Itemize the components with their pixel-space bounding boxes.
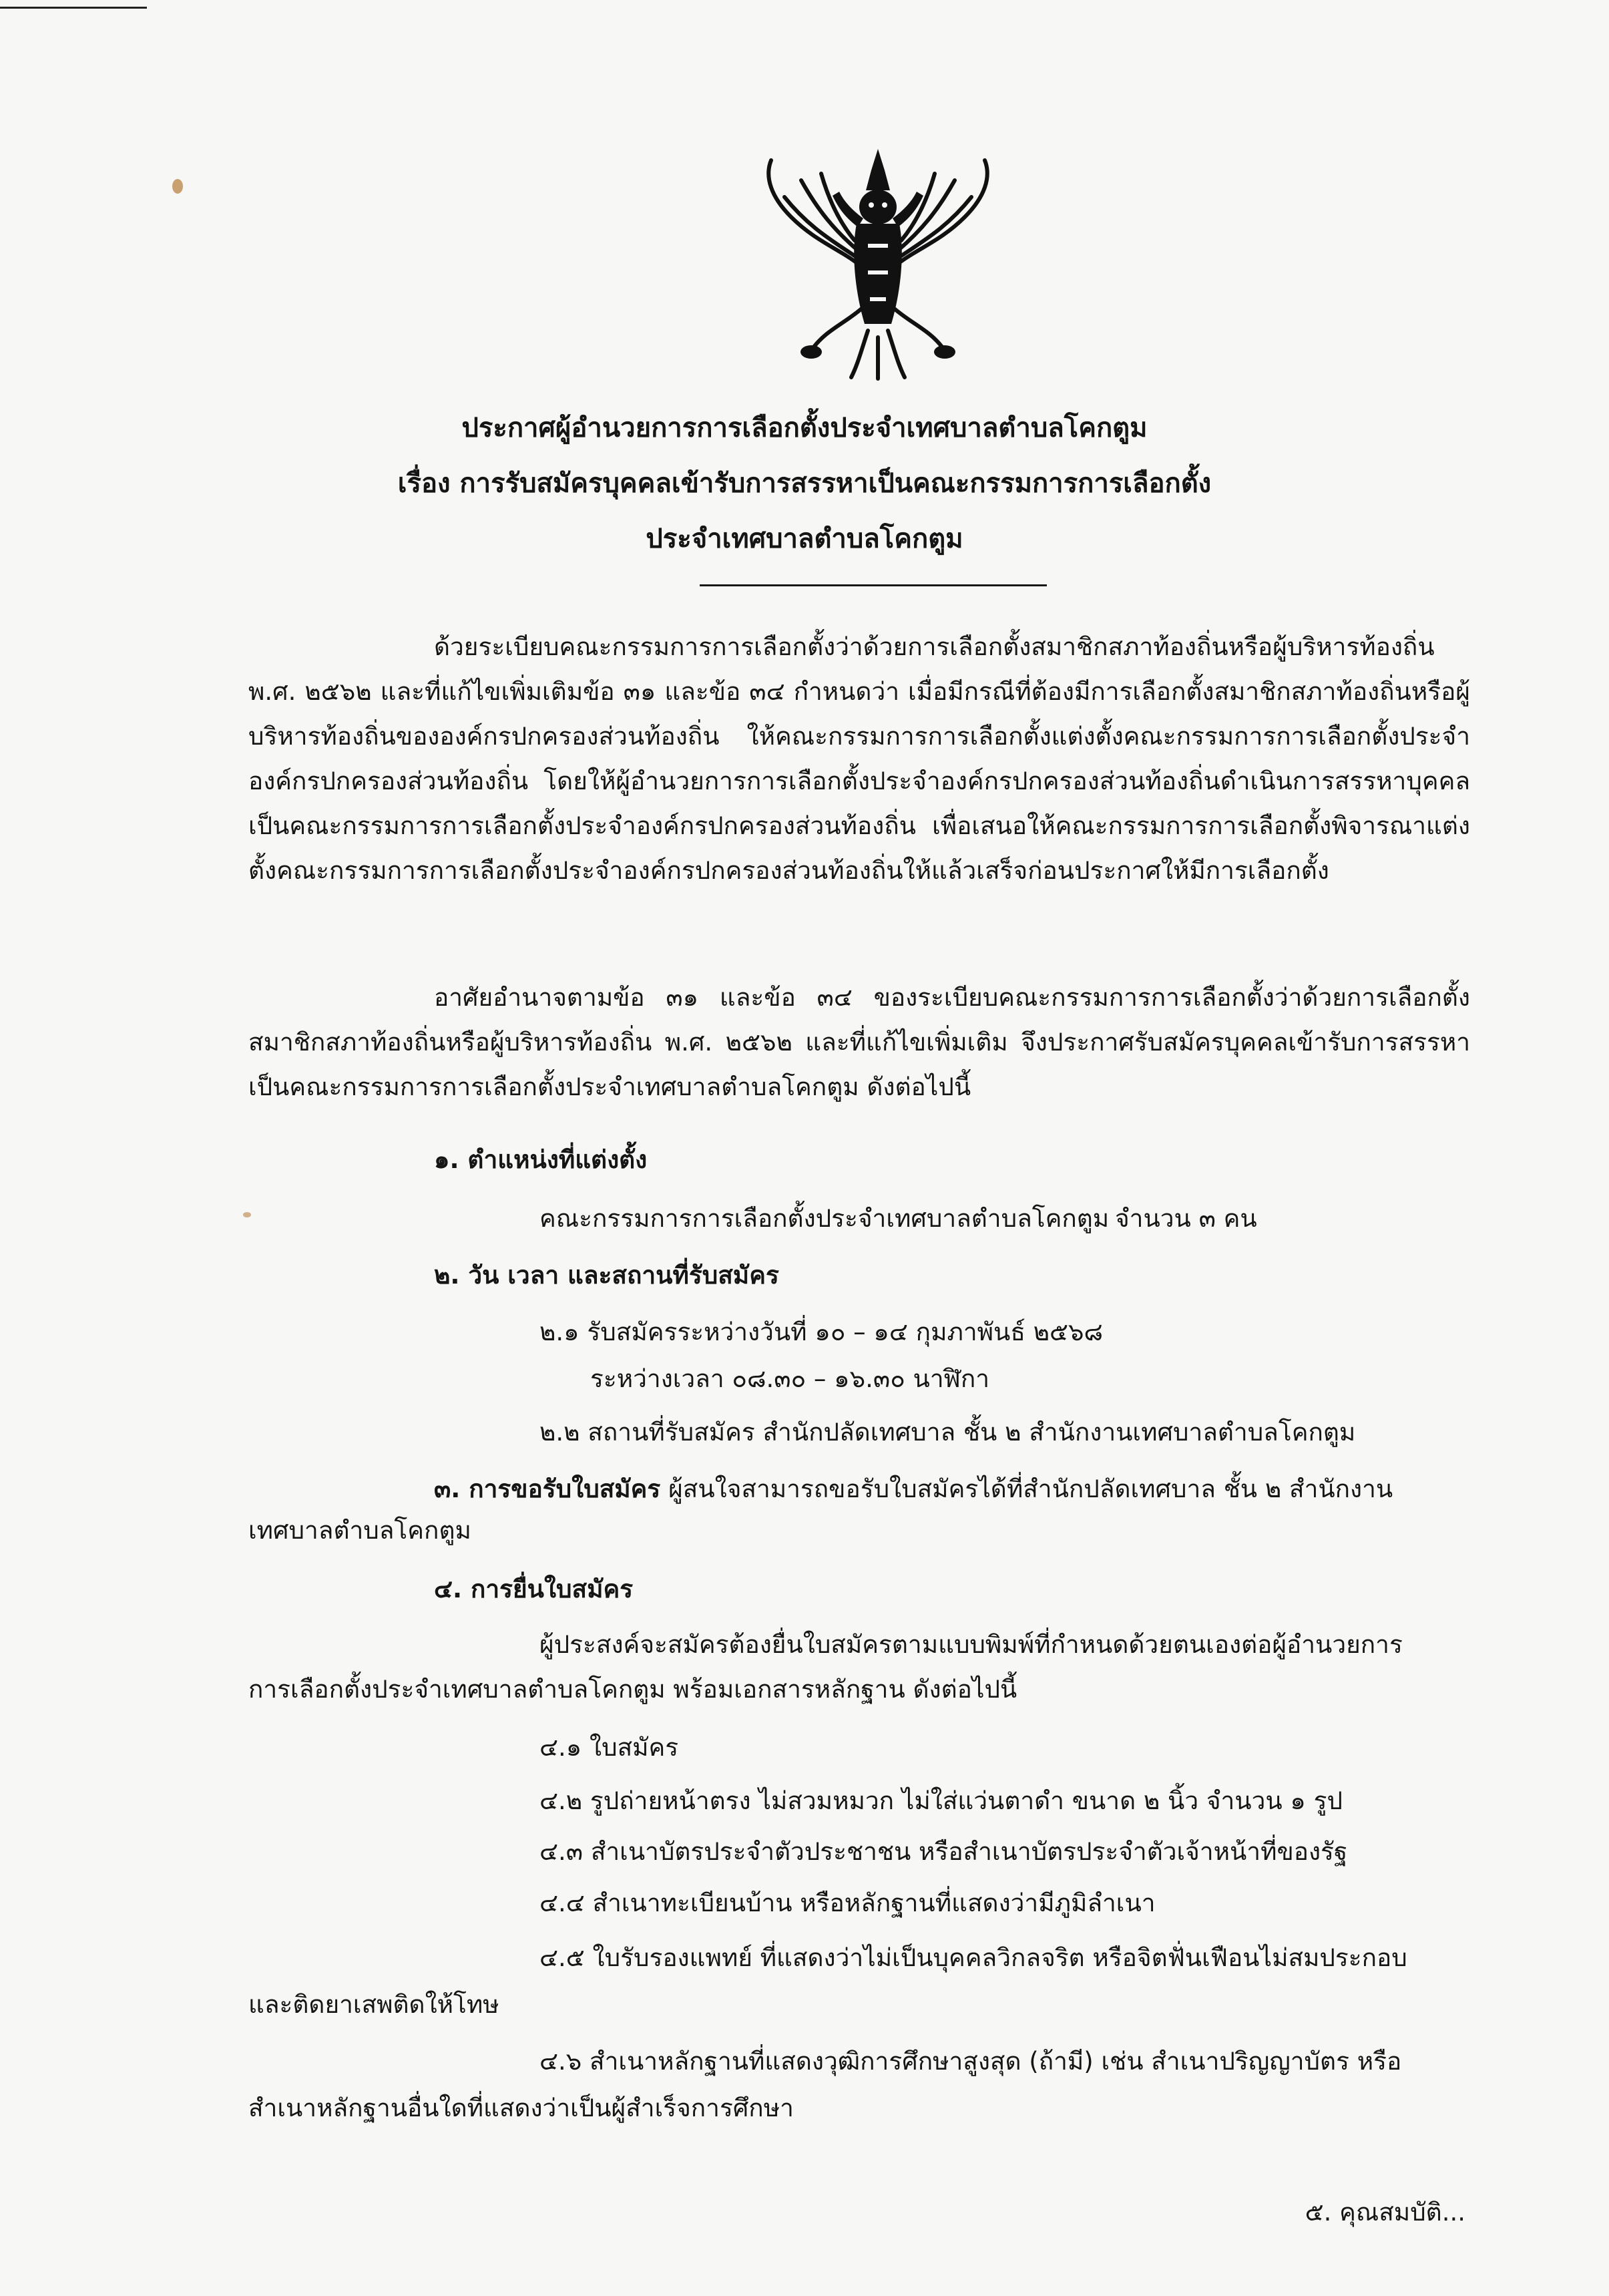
announcement-subject-cont: ประจำเทศบาลตำบลโคกตูม	[646, 524, 963, 554]
announcement-title: ประกาศผู้อำนวยการการเลือกตั้งประจำเทศบาลตำบลโคกตูม	[461, 413, 1148, 443]
section3-line2: เทศบาลตำบลโคกตูม	[248, 1516, 471, 1545]
section3-text: ผู้สนใจสามารถขอรับใบสมัครได้ที่สำนักปลัดเทศบาล ชั้น ๒ สำนักงาน	[660, 1475, 1393, 1503]
section4-item5-line2: และติดยาเสพติดให้โทษ	[248, 1990, 499, 2019]
section4-item6-line2: สำเนาหลักฐานอื่นใดที่แสดงว่าเป็นผู้สำเร็จการศึกษา	[248, 2094, 794, 2122]
section4-item5-line1: ๔.๕ ใบรับรองแพทย์ ที่แสดงว่าไม่เป็นบุคคลวิกลจริต หรือจิตฟั่นเฟือนไม่สมประกอบ	[539, 1943, 1407, 1972]
section3-heading: ๓. การขอรับใบสมัคร	[434, 1475, 661, 1503]
announcement-subject: เรื่อง การรับสมัครบุคคลเข้ารับการสรรหาเป็นคณะกรรมการการเลือกตั้ง	[397, 468, 1212, 499]
section4-item6-line1: ๔.๖ สำเนาหลักฐานที่แสดงวุฒิการศึกษาสูงสุด (ถ้ามี) เช่น สำเนาปริญญาบัตร หรือ	[539, 2047, 1402, 2076]
intro-paragraph: ด้วยระเบียบคณะกรรมการการเลือกตั้งว่าด้วยการเลือกตั้งสมาชิกสภาท้องถิ่นหรือผู้บริหารท้องถิ่น พ.ศ. ๒๕๖๒ และที่แก้ไขเพิ่มเติมข้อ ๓๑ และข้อ ๓๔ กำหนดว่า เมื่อมีกรณีที่ต้องมีการเลือกตั้งสมาชิกสภาท้องถิ่นหรือผู้บริหารท้องถิ่นขององค์กรปกครองส่วนท้องถิ่น ให้คณะกรรมการการเลือกตั้งแต่งตั้งคณะกรรมการการเลือกตั้งประจำองค์กรปกครองส่วนท้องถิ่น โดยให้ผู้อำนวยการการเลือกตั้งประจำองค์กรปกครองส่วนท้องถิ่นดำเนินการสรรหาบุคคลเป็นคณะกรรมการการเลือกตั้งประจำองค์กรปกครองส่วนท้องถิ่น เพื่อเสนอให้คณะกรรมการการเลือกตั้งพิจารณาแต่งตั้งคณะกรรมการการเลือกตั้งประจำองค์กรปกครองส่วนท้องถิ่นให้แล้วเสร็จก่อนประกาศให้มีการเลือกตั้ง	[248, 632, 1470, 885]
scan-speck	[172, 179, 183, 194]
section4-item4: ๔.๔ สำเนาทะเบียนบ้าน หรือหลักฐานที่แสดงว่ามีภูมิลำเนา	[539, 1889, 1156, 1917]
section2-heading: ๒. วัน เวลา และสถานที่รับสมัคร	[434, 1261, 779, 1290]
section2-item1: ๒.๑ รับสมัครระหว่างวันที่ ๑๐ – ๑๔ กุมภาพันธ์ ๒๕๖๘	[539, 1318, 1104, 1346]
section2-item2: ๒.๒ สถานที่รับสมัคร สำนักปลัดเทศบาล ชั้น ๒ สำนักงานเทศบาลตำบลโคกตูม	[539, 1418, 1356, 1447]
section4-item3: ๔.๓ สำเนาบัตรประจำตัวประชาชน หรือสำเนาบัตรประจำตัวเจ้าหน้าที่ของรัฐ	[539, 1837, 1348, 1866]
scan-corner-mark	[0, 7, 147, 9]
section1-position: คณะกรรมการการเลือกตั้งประจำเทศบาลตำบลโคกตูม	[539, 1204, 1110, 1233]
continued-note: ๕. คุณสมบัติ...	[1305, 2198, 1465, 2227]
garuda-emblem-icon	[744, 144, 1011, 384]
title-divider	[700, 584, 1047, 586]
scan-speck	[243, 1212, 251, 1217]
section4-intro-line1: ผู้ประสงค์จะสมัครต้องยื่นใบสมัครตามแบบพิมพ์ที่กำหนดด้วยตนเองต่อผู้อำนวยการ	[539, 1630, 1403, 1659]
section4-intro-line2: การเลือกตั้งประจำเทศบาลตำบลโคกตูม พร้อมเอกสารหลักฐาน ดังต่อไปนี้	[248, 1675, 1017, 1704]
section4-item1: ๔.๑ ใบสมัคร	[539, 1733, 679, 1762]
section4-item2: ๔.๒ รูปถ่ายหน้าตรง ไม่สวมหมวก ไม่ใส่แว่นตาดำ ขนาด ๒ นิ้ว จำนวน ๑ รูป	[539, 1786, 1343, 1815]
section3-line1	[434, 1473, 1393, 1506]
section1-heading: ๑. ตำแหน่งที่แต่งตั้ง	[434, 1145, 648, 1174]
authority-paragraph: อาศัยอำนาจตามข้อ ๓๑ และข้อ ๓๔ ของระเบียบคณะกรรมการการเลือกตั้งว่าด้วยการเลือกตั้งสมาชิกสภาท้องถิ่นหรือผู้บริหารท้องถิ่น พ.ศ. ๒๕๖๒ และที่แก้ไขเพิ่มเติม จึงประกาศรับสมัครบุคคลเข้ารับการสรรหาเป็นคณะกรรมการการเลือกตั้งประจำเทศบาลตำบลโคกตูม ดังต่อไปนี้	[248, 983, 1470, 1101]
section2-time: ระหว่างเวลา ๐๘.๓๐ – ๑๖.๓๐ นาฬิกา	[590, 1364, 990, 1393]
section1-count: จำนวน ๓ คน	[1115, 1204, 1257, 1233]
section4-heading: ๔. การยื่นใบสมัคร	[434, 1575, 634, 1603]
